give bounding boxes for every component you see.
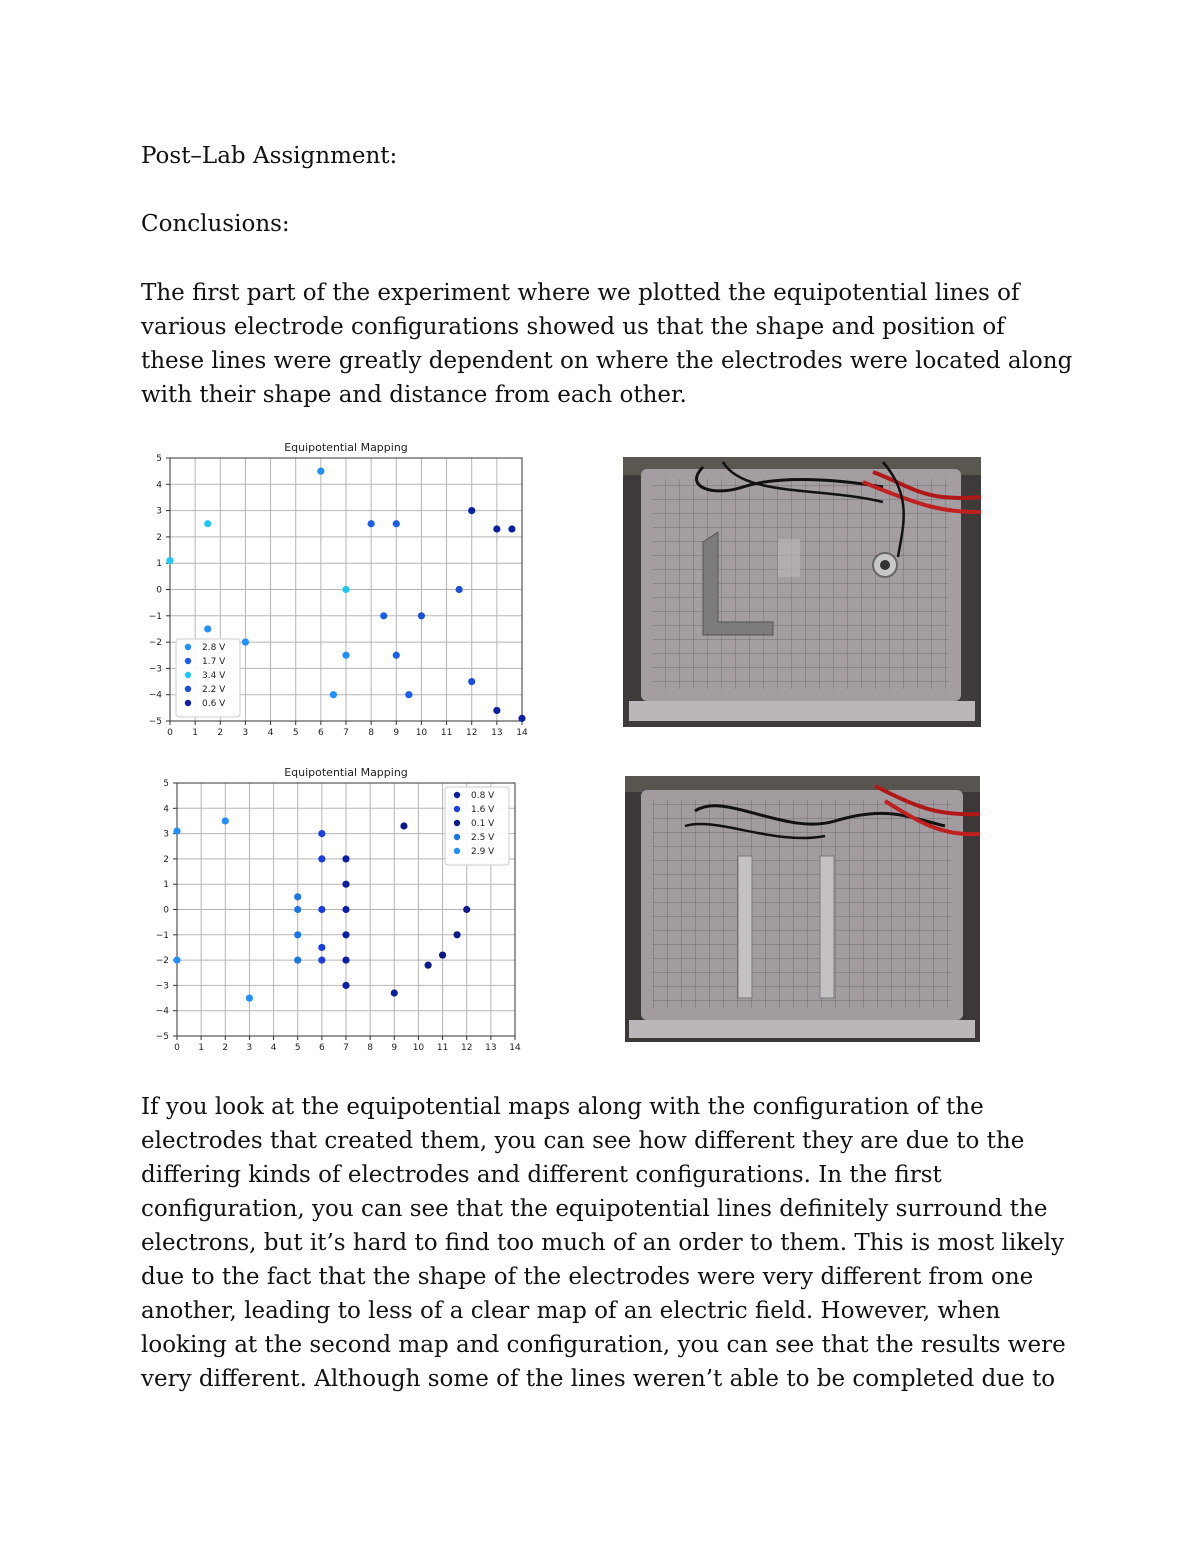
- chart1-tick-label-x: 3: [246, 1043, 253, 1053]
- chart1-point: [453, 931, 460, 938]
- chart0-point: [393, 520, 400, 527]
- chart0-tick-label-x: 11: [440, 728, 453, 738]
- chart0-point: [342, 652, 349, 659]
- chart0-point: [493, 707, 500, 714]
- chart1-tick-label-y: 5: [163, 779, 169, 789]
- chart1-tick-label-y: −5: [155, 1032, 169, 1042]
- chart0-tick-label-y: −1: [148, 611, 162, 622]
- chart1-point: [173, 957, 180, 964]
- chart1-legend-label: 2.9 V: [471, 847, 495, 857]
- paragraph-line: looking at the second map and configuration, you can see that the results were: [141, 1332, 1066, 1358]
- chart1-tick-label-y: 4: [163, 804, 169, 815]
- equipotential-chart-1-svg: [140, 435, 535, 740]
- chart1-point: [342, 881, 349, 888]
- chart0-point: [393, 652, 400, 659]
- chart0-tick-label-x: 7: [343, 728, 349, 738]
- chart1-legend-label: 0.8 V: [471, 791, 495, 801]
- chart0-point: [342, 586, 349, 593]
- chart0-tick-label-y: 4: [156, 480, 162, 491]
- chart0-legend-label: 2.8 V: [202, 643, 226, 653]
- chart1-tick-label-x: 7: [343, 1043, 349, 1053]
- chart0-tick-label-x: 14: [516, 728, 528, 738]
- chart1-tick-label-y: −1: [155, 930, 169, 941]
- chart1-point: [318, 944, 325, 951]
- chart0-point: [468, 507, 475, 514]
- chart1-tick-label-y: 1: [163, 880, 169, 891]
- paragraph-line: configuration, you can see that the equipotential lines definitely surround the: [141, 1196, 1048, 1222]
- chart0-point: [405, 691, 412, 698]
- chart0-tick-label-x: 5: [292, 728, 299, 738]
- chart1-tick-label-x: 8: [367, 1043, 374, 1053]
- chart1-point: [463, 906, 470, 913]
- chart1-tick-label-x: 11: [436, 1043, 449, 1053]
- chart1-tick-label-x: 14: [509, 1043, 521, 1053]
- chart0-tick-label-y: 3: [156, 506, 162, 517]
- chart0-tick-label-x: 3: [242, 728, 249, 738]
- chart0-legend-label: 2.2 V: [202, 685, 226, 695]
- chart1-tick-label-x: 2: [222, 1043, 229, 1053]
- chart0-tick-label-x: 6: [317, 728, 324, 738]
- chart1-tick-label-y: −4: [155, 1006, 169, 1017]
- chart0-tick-label-x: 12: [465, 728, 478, 738]
- chart1-tick-label-y: 2: [163, 854, 169, 865]
- chart1-point: [318, 957, 325, 964]
- chart1-point: [424, 962, 431, 969]
- chart0-point: [242, 639, 249, 646]
- chart1-tick-label-x: 5: [294, 1043, 301, 1053]
- chart1-point: [342, 982, 349, 989]
- chart0-tick-label-y: −4: [148, 690, 162, 701]
- electrode-tray-photo-2: [625, 776, 980, 1042]
- chart0-tick-label-y: −2: [148, 638, 162, 649]
- chart0-point: [317, 468, 324, 475]
- chart1-tick-label-x: 0: [174, 1043, 180, 1053]
- chart1-point: [439, 951, 446, 958]
- chart1-legend-marker: [454, 806, 460, 812]
- chart0-tick-label-x: 2: [217, 728, 224, 738]
- paragraph-line: The first part of the experiment where we plotted the equipotential lines of: [141, 280, 1020, 306]
- chart0-legend-label: 0.6 V: [202, 699, 226, 709]
- chart1-legend-marker: [454, 848, 460, 854]
- chart1-tick-label-x: 12: [460, 1043, 473, 1053]
- chart0-tick-label-x: 8: [368, 728, 375, 738]
- assignment-heading: Post–Lab Assignment:: [141, 143, 398, 169]
- conclusions-heading: Conclusions:: [141, 211, 290, 237]
- paragraph-line: various electrode configurations showed us that the shape and position of: [141, 314, 1005, 340]
- paragraph-line: another, leading to less of a clear map of an electric field. However, when: [141, 1298, 1001, 1324]
- chart0-tick-label-x: 9: [393, 728, 400, 738]
- chart0-tick-label-y: 2: [156, 532, 162, 543]
- chart0-tick-label-x: 4: [267, 728, 274, 738]
- electrode-tray-photo-1-image: [623, 457, 981, 727]
- chart0-point: [204, 520, 211, 527]
- chart1-legend-label: 0.1 V: [471, 819, 495, 829]
- chart0-point: [380, 612, 387, 619]
- chart0-legend-label: 1.7 V: [202, 657, 226, 667]
- chart0-tick-label-x: 10: [415, 728, 428, 738]
- paragraph-line: these lines were greatly dependent on where the electrodes were located along: [141, 348, 1073, 374]
- chart0-tick-label-y: 1: [156, 559, 162, 570]
- paragraph-line: electrodes that created them, you can see how different they are due to the: [141, 1128, 1025, 1154]
- chart1-point: [294, 931, 301, 938]
- chart1-tick-label-y: −3: [155, 981, 169, 992]
- paragraph-analysis: [141, 1090, 1071, 1396]
- chart1-point: [294, 957, 301, 964]
- paragraph-line: very different. Although some of the lines weren’t able to be completed due to: [141, 1366, 1056, 1392]
- chart0-tick-label-x: 13: [491, 728, 503, 738]
- chart0-tick-label-y: −3: [148, 664, 162, 675]
- chart1-tick-label-x: 13: [485, 1043, 497, 1053]
- chart1-tick-label-x: 10: [412, 1043, 425, 1053]
- chart1-legend-marker: [454, 820, 460, 826]
- chart1-point: [318, 906, 325, 913]
- equipotential-chart-2: [140, 760, 530, 1055]
- chart1-legend-label: 2.5 V: [471, 833, 495, 843]
- chart0-point: [456, 586, 463, 593]
- chart0-legend-marker: [185, 658, 191, 664]
- chart1-tick-label-y: −2: [155, 956, 169, 967]
- chart0-legend-marker: [185, 672, 191, 678]
- chart0-point: [166, 557, 173, 564]
- chart0-point: [493, 525, 500, 532]
- chart0-tick-label-x: 0: [167, 728, 173, 738]
- chart1-title: Equipotential Mapping: [284, 766, 408, 779]
- chart0-point: [330, 691, 337, 698]
- chart1-point: [318, 855, 325, 862]
- equipotential-chart-1: [140, 435, 535, 740]
- paragraph-line: with their shape and distance from each other.: [141, 382, 687, 408]
- chart0-title: Equipotential Mapping: [284, 441, 408, 454]
- electrode-tray-photo-1: [623, 457, 981, 727]
- chart1-point: [318, 830, 325, 837]
- chart1-legend-marker: [454, 834, 460, 840]
- equipotential-chart-2-svg: [140, 760, 530, 1055]
- chart1-point: [342, 906, 349, 913]
- chart1-tick-label-y: 0: [163, 905, 169, 916]
- chart0-point: [468, 678, 475, 685]
- chart1-tick-label-x: 9: [391, 1043, 398, 1053]
- paragraph-line: If you look at the equipotential maps along with the configuration of the: [141, 1094, 984, 1120]
- chart1-tick-label-y: 3: [163, 829, 169, 840]
- chart1-tick-label-x: 6: [318, 1043, 325, 1053]
- paragraph-line: differing kinds of electrodes and different configurations. In the first: [141, 1162, 942, 1188]
- chart0-legend-label: 3.4 V: [202, 671, 226, 681]
- chart1-point: [173, 827, 180, 834]
- chart1-point: [342, 855, 349, 862]
- chart0-legend-marker: [185, 644, 191, 650]
- chart0-point: [418, 612, 425, 619]
- chart0-point: [368, 520, 375, 527]
- electrode-tray-photo-2-image: [625, 776, 980, 1042]
- chart1-point: [391, 989, 398, 996]
- chart1-point: [342, 931, 349, 938]
- chart0-tick-label-y: 5: [156, 454, 162, 464]
- chart0-point: [204, 625, 211, 632]
- chart1-point: [400, 822, 407, 829]
- chart0-tick-label-y: 0: [156, 585, 162, 596]
- paragraph-line: electrons, but it’s hard to find too much of an order to them. This is most likely: [141, 1230, 1065, 1256]
- chart1-point: [294, 906, 301, 913]
- chart0-tick-label-x: 1: [192, 728, 199, 738]
- chart1-point: [342, 957, 349, 964]
- paragraph-intro: [141, 276, 1071, 412]
- chart1-legend-label: 1.6 V: [471, 805, 495, 815]
- chart0-legend-marker: [185, 686, 191, 692]
- paragraph-line: due to the fact that the shape of the electrodes were very different from one: [141, 1264, 1034, 1290]
- chart1-point: [294, 893, 301, 900]
- chart1-tick-label-x: 1: [198, 1043, 205, 1053]
- chart0-point: [518, 715, 525, 722]
- chart0-tick-label-y: −5: [148, 717, 162, 727]
- chart1-point: [222, 817, 229, 824]
- chart0-legend-marker: [185, 700, 191, 706]
- chart1-point: [246, 994, 253, 1001]
- chart1-tick-label-x: 4: [270, 1043, 277, 1053]
- chart0-point: [508, 525, 515, 532]
- chart1-legend-marker: [454, 792, 460, 798]
